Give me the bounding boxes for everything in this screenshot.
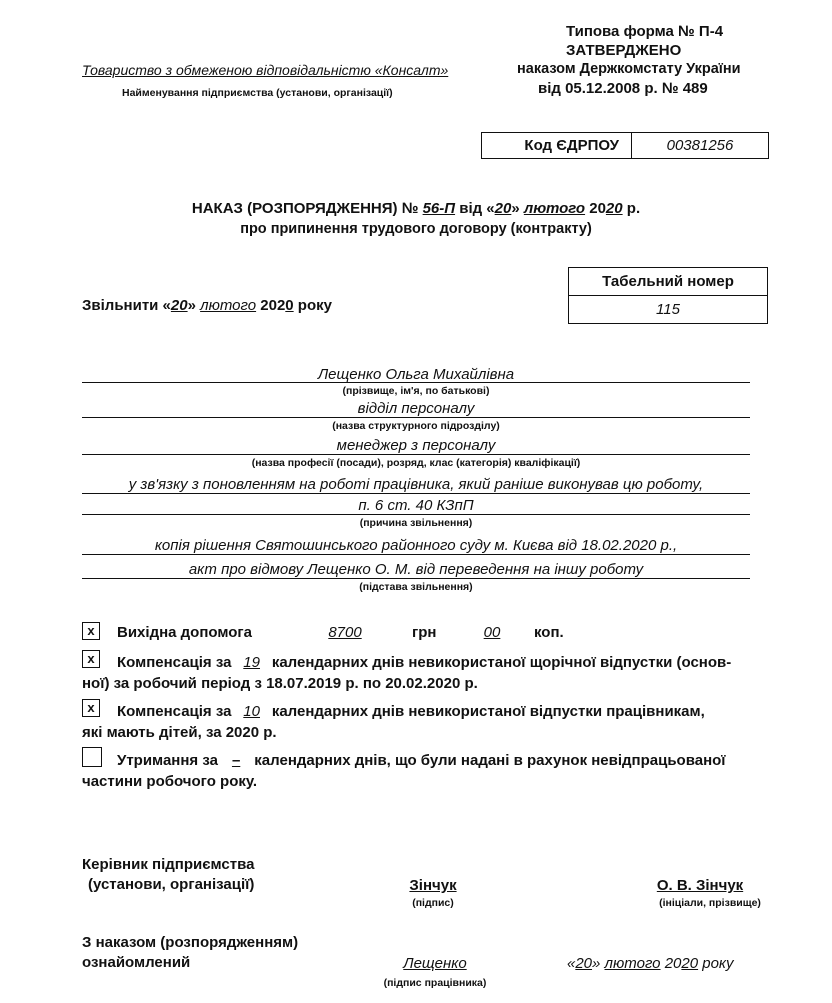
form-header-block (560, 22, 740, 60)
enterprise-caption: Найменування підприємства (установи, організації) (122, 87, 393, 99)
form-number: Типова форма № П-4 (566, 23, 724, 40)
head-label-2: (установи, організації) (88, 876, 255, 893)
comp-children-checkbox[interactable]: x (82, 699, 100, 717)
employee-signature: Лещенко (403, 955, 467, 972)
order-number: 56-П (422, 200, 456, 217)
dismissal-reason-1: у зв'язку з поновленням на роботі працівника, який раніше виконував цю роботу, (128, 476, 704, 493)
comp-children-days: 10 (243, 703, 260, 720)
edrpou-value: 00381256 (666, 137, 734, 154)
dismissal-basis-1: копія рішення Святошинського районного суду м. Києва від 18.02.2020 р., (154, 537, 678, 554)
approved-by: наказом Держкомстату України (517, 61, 741, 77)
approved-date: від 05.12.2008 р. № 489 (538, 80, 708, 97)
comp-annual-days: 19 (243, 654, 260, 671)
order-day: 20 (494, 200, 512, 217)
comp-annual-line2: ної) за робочий період з 18.07.2019 р. по 20.02.2020 р. (82, 675, 478, 692)
severance-checkbox[interactable]: x (82, 622, 100, 640)
comp-annual-checkbox[interactable]: x (82, 650, 100, 668)
order-subtitle: про припинення трудового договору (контракту) (240, 221, 592, 237)
head-name: О. В. Зінчук (656, 877, 744, 894)
order-month: лютого (523, 200, 586, 217)
employee-name: Лещенко Ольга Михайлівна (317, 366, 515, 383)
head-signature-caption: (підпис) (412, 897, 454, 909)
employee-unit: відділ персоналу (357, 400, 475, 417)
employee-signature-caption: (підпис працівника) (383, 977, 487, 989)
ack-label-2: ознайомлений (82, 954, 191, 971)
edrpou-box (481, 132, 769, 159)
comp-annual-line1: Компенсація за 19 календарних днів невикористаної щорічної відпустки (основ- (117, 654, 732, 671)
edrpou-label: Код ЄДРПОУ (482, 133, 632, 158)
head-name-caption: (ініціали, прізвище) (659, 897, 761, 909)
severance-label: Вихідна допомога (117, 624, 253, 641)
tab-number-label: Табельний номер (569, 268, 767, 296)
severance-uah: грн (412, 624, 437, 641)
employee-position: менеджер з персоналу (336, 437, 496, 454)
dismiss-date: Звільнити «20» лютого 2020 року (82, 297, 332, 314)
tab-number-value: 115 (656, 301, 680, 318)
severance-amount: 8700 (328, 624, 362, 641)
comp-children-line1: Компенсація за 10 календарних днів невикористаної відпустки працівникам, (117, 703, 705, 720)
deduction-line2: частини робочого року. (82, 773, 258, 790)
ack-date: «20» лютого 2020 року (567, 955, 734, 972)
dismissal-basis-caption: (підстава звільнення) (359, 581, 473, 593)
comp-children-line2: які мають дітей, за 2020 р. (82, 724, 277, 741)
head-label-1: Керівник підприємства (82, 856, 255, 873)
severance-kop-value: 00 (483, 624, 501, 641)
approved-label: ЗАТВЕРДЖЕНО (566, 42, 682, 59)
employee-position-caption: (назва професії (посади), розряд, клас (категорія) кваліфікації) (251, 457, 581, 469)
head-signature: Зінчук (409, 877, 457, 894)
order-title: НАКАЗ (РОЗПОРЯДЖЕННЯ) № 56-П від «20» лютого 2020 р. (191, 200, 641, 217)
ack-label-1: З наказом (розпорядженням) (82, 934, 299, 951)
dismissal-reason-caption: (причина звільнення) (359, 517, 473, 529)
severance-kop: коп. (534, 624, 564, 641)
dismissal-basis-2: акт про відмову Лещенко О. М. від переведення на іншу роботу (188, 561, 644, 578)
employee-unit-caption: (назва структурного підрозділу) (332, 420, 500, 432)
employee-name-caption: (прізвище, ім'я, по батькові) (342, 385, 490, 397)
tab-number-box (568, 267, 768, 324)
enterprise-name: Товариство з обмеженою відповідальністю «Консалт» (82, 62, 449, 78)
deduction-checkbox[interactable] (82, 747, 102, 767)
dismissal-reason-2: п. 6 ст. 40 КЗпП (358, 497, 474, 514)
deduction-days: – (231, 752, 241, 769)
deduction-line1: Утримання за – календарних днів, що були надані в рахунок невідпрацьованої (117, 752, 726, 769)
